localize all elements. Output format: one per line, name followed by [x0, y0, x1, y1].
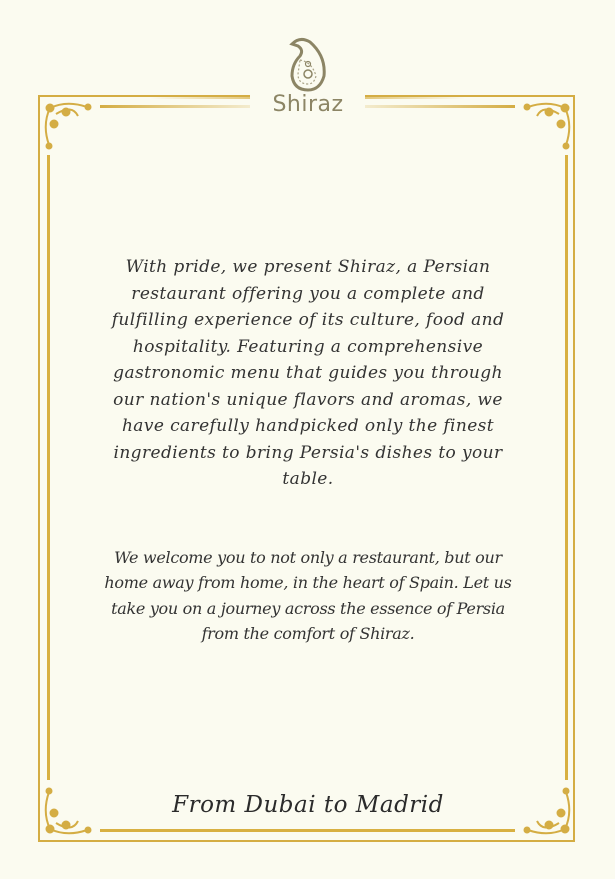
logo-deco-left	[150, 97, 250, 99]
logo-deco-right	[365, 97, 465, 99]
logo-text: Shiraz	[272, 92, 344, 117]
inner-line-right	[565, 155, 568, 780]
inner-line-bottom	[100, 829, 515, 832]
welcome-paragraph: We welcome you to not only a restaurant, but our home away from home, in the heart of Spain. Let us take you on a journey across the essence of Persia from the comfort of Shiraz.	[104, 548, 512, 643]
inner-line-left	[47, 155, 50, 780]
corner-ornament-icon	[523, 100, 573, 150]
paisley-icon	[286, 36, 330, 92]
tagline: From Dubai to Madrid	[172, 792, 444, 818]
corner-ornament-icon	[42, 787, 92, 837]
shiraz-logo	[270, 36, 346, 116]
corner-ornament-icon	[42, 100, 92, 150]
inner-line-top-right	[365, 105, 515, 108]
corner-ornament-icon	[523, 787, 573, 837]
intro-paragraph: With pride, we present Shiraz, a Persian restaurant offering you a complete and fulfilling experience of its culture, food and hospitality. Featuring a comprehensive gastronomic menu that guides you through our nation's unique flavors and aromas, we have carefully handpicked only the finest ingredients to bring Persia's dishes to your table.	[111, 257, 505, 489]
inner-line-top	[100, 105, 250, 108]
